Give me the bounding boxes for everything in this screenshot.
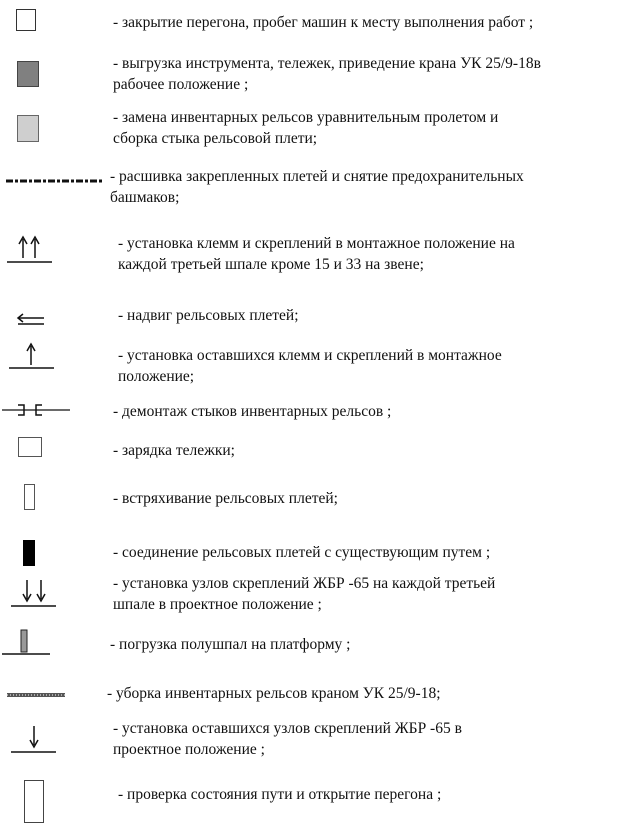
- legend-text: - установка оставшихся узлов скреплений ЖБР -65 в проектное положение ;: [113, 720, 462, 758]
- narrow-rectangle-icon: [24, 484, 35, 510]
- hatched-line-icon: [7, 692, 67, 698]
- legend-text: - установка узлов скреплений ЖБР -65 на каждой третьей шпале в проектное положение ;: [113, 575, 496, 613]
- legend-text: - установка клемм и скреплений в монтажное положение на каждой третьей шпале кроме 15 и 33 на звене;: [118, 235, 515, 273]
- legend-text: - погрузка полушпал на платформу ;: [110, 636, 351, 653]
- legend-text: - проверка состояния пути и открытие перегона ;: [118, 786, 442, 803]
- bar-on-line-icon: [2, 628, 52, 656]
- black-rectangle-icon: [23, 540, 35, 566]
- white-rectangle-icon: [18, 437, 42, 457]
- dark-gray-square-icon: [17, 61, 39, 87]
- legend-text: - зарядка тележки;: [113, 442, 235, 459]
- double-down-arrow-icon: [10, 578, 58, 608]
- legend-text: - расшивка закрепленных плетей и снятие предохранительных башмаков;: [110, 168, 524, 206]
- legend-text: - надвиг рельсовых плетей;: [118, 307, 299, 324]
- joint-dismantle-icon: [2, 403, 72, 417]
- tall-rectangle-icon: [24, 780, 44, 823]
- dashed-line-icon: [6, 178, 102, 184]
- legend-text: - замена инвентарных рельсов уравнительным пролетом и сборка стыка рельсовой плети;: [113, 109, 499, 147]
- single-up-arrow-icon: [8, 341, 56, 371]
- legend-text: - встряхивание рельсовых плетей;: [113, 490, 338, 507]
- light-gray-square-icon: [17, 115, 39, 142]
- left-arrow-icon: [16, 313, 48, 327]
- legend-text: - выгрузка инструмента, тележек, приведение крана УК 25/9-18в рабочее положение ;: [113, 55, 541, 93]
- white-square-icon: [16, 9, 36, 31]
- double-up-arrow-icon: [6, 234, 54, 264]
- legend-text: - демонтаж стыков инвентарных рельсов ;: [113, 403, 392, 420]
- single-down-arrow-icon: [10, 724, 58, 754]
- legend-text: - соединение рельсовых плетей с существующим путем ;: [113, 544, 491, 561]
- legend-text: - уборка инвентарных рельсов краном УК 25/9-18;: [107, 685, 441, 702]
- legend-text: - установка оставшихся клемм и скреплений в монтажное положение;: [118, 347, 502, 385]
- legend-text: - закрытие перегона, пробег машин к месту выполнения работ ;: [113, 14, 534, 31]
